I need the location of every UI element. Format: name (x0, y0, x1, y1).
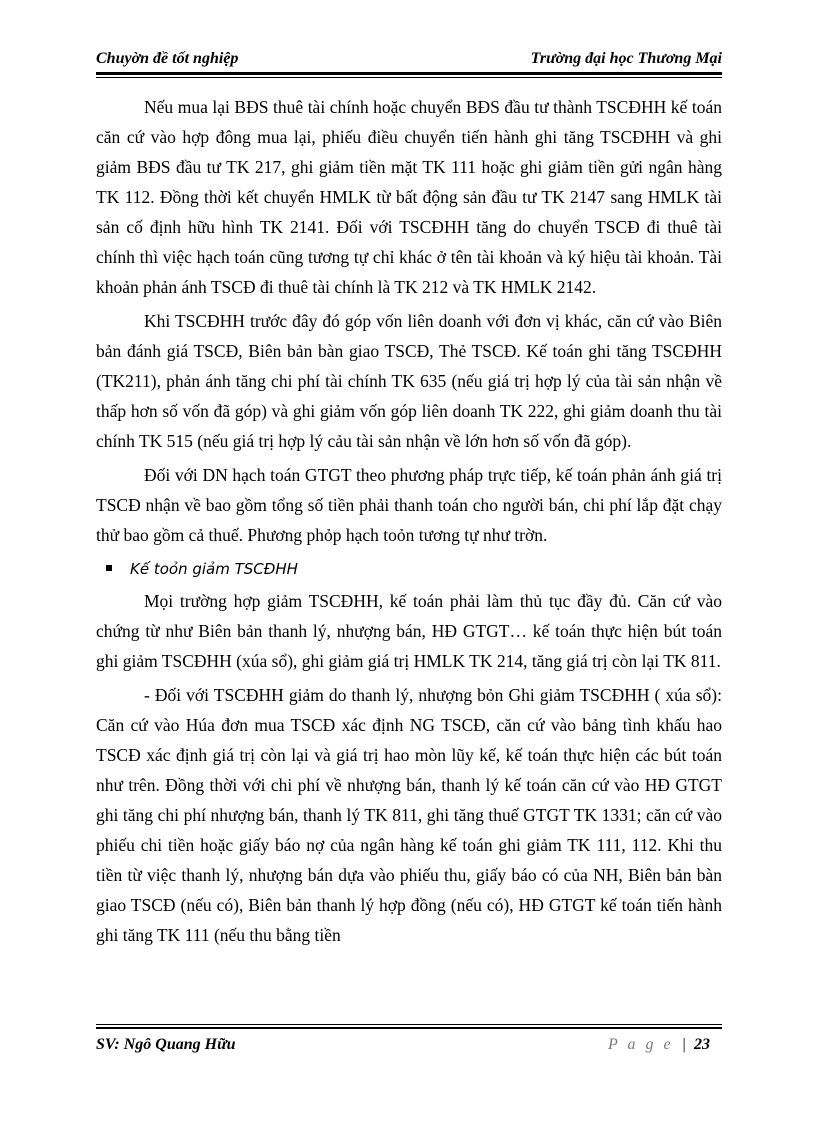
page-separator: | (681, 1036, 686, 1053)
paragraph: - Đối với TSCĐHH giảm do thanh lý, nhượng bỏn Ghi giảm TSCĐHH ( xúa sổ): Căn cứ vào Húa đơn mua TSCĐ xác định NG TSCĐ, căn cứ vào bảng tình khấu hao TSCĐ xác định giá trị còn lại và giá trị hao mòn lũy kế, kế toán thực hiện các bút toán như trên. Đồng thời với chi phí về nhượng bán, thanh lý kế toán căn cứ vào HĐ GTGT ghi tăng chi phí nhượng bán, thanh lý TK 811, ghi tăng thuế GTGT TK 1331; căn cứ vào phiếu chi tiền hoặc giấy báo nợ của ngân hàng kế toán ghi giảm TK 111, 112. Khi thu tiền từ việc thanh lý, nhượng bán dựa vào phiếu thu, giấy báo có của NH, Biên bản bàn giao TSCĐ (nếu có), Biên bản thanh lý hợp đồng (nếu có), HĐ GTGT kế toán tiến hành ghi tăng TK 111 (nếu thu bằng tiền (96, 685, 722, 945)
paragraph: Đối với DN hạch toán GTGT theo phương pháp trực tiếp, kế toán phản ánh giá trị TSCĐ nhận về bao gồm tổng số tiền phải thanh toán cho người bán, chi phí lắp đặt chạy thử bao gồm cả thuế. Phương phỏp hạch toỏn tương tự như trờn. (96, 465, 722, 545)
paragraph: Nếu mua lại BĐS thuê tài chính hoặc chuyển BĐS đầu tư thành TSCĐHH kế toán căn cứ vào hợp đông mua lại, phiếu điều chuyển tiến hành ghi tăng TSCĐHH và ghi giảm BĐS đầu tư TK 217, ghi giảm tiền mặt TK 111 hoặc ghi giảm tiền gửi ngân hàng TK 112. Đồng thời kết chuyển HMLK từ bất động sản đầu tư TK 2147 sang HMLK tài sản cố định hữu hình TK 2141. Đối với TSCĐHH tăng do chuyển TSCĐ đi thuê tài chính thì việc hạch toán cũng tương tự chỉ khác ở tên tài khoản và ký hiệu tài khoản. Tài khoản phản ánh TSCĐ đi thuê tài chính là TK 212 và TK HMLK 2142. (96, 97, 722, 297)
footer-page-label (608, 1036, 710, 1054)
page-body (96, 92, 722, 954)
page-number: 23 (694, 1036, 710, 1053)
header-title-right: Trường đại học Thương Mại (530, 50, 722, 67)
bullet-heading (96, 554, 722, 584)
footer-rule-thin (96, 1024, 722, 1025)
paragraph: Khi TSCĐHH trước đây đó góp vốn liên doanh với đơn vị khác, căn cứ vào Biên bản đánh giá TSCĐ, Biên bản bàn giao TSCĐ, Thẻ TSCĐ. Kế toán ghi tăng TSCĐHH (TK211), phản ánh tăng chi phí tài chính TK 635 (nếu giá trị hợp lý của tài sản nhận về thấp hơn số vốn đã góp) và ghi giảm vốn góp liên doanh TK 222, ghi giảm doanh thu tài chính TK 515 (nếu giá trị hợp lý cảu tài sản nhận về lớn hơn số vốn đã góp). (96, 311, 722, 451)
square-bullet-icon (106, 565, 112, 571)
footer-author: SV: Ngô Quang Hữu (96, 1036, 236, 1053)
bullet-heading-text: Kế toỏn giảm TSCĐHH (130, 560, 298, 578)
footer-rule (96, 1027, 722, 1029)
header-rule (96, 72, 722, 75)
page-word: P a g e (608, 1036, 674, 1053)
page-header (96, 50, 722, 80)
page-footer (96, 1024, 722, 1064)
header-title-left: Chuyờn đề tốt nghiệp (96, 50, 239, 67)
paragraph: Mọi trường hợp giảm TSCĐHH, kế toán phải làm thủ tục đầy đủ. Căn cứ vào chứng từ như Biên bản thanh lý, nhượng bán, HĐ GTGT… kế toán thực hiện bút toán ghi giảm TSCĐHH (xúa sổ), ghi giảm giá trị HMLK TK 214, tăng giá trị còn lại TK 811. (96, 591, 722, 671)
header-rule-thin (96, 77, 722, 78)
